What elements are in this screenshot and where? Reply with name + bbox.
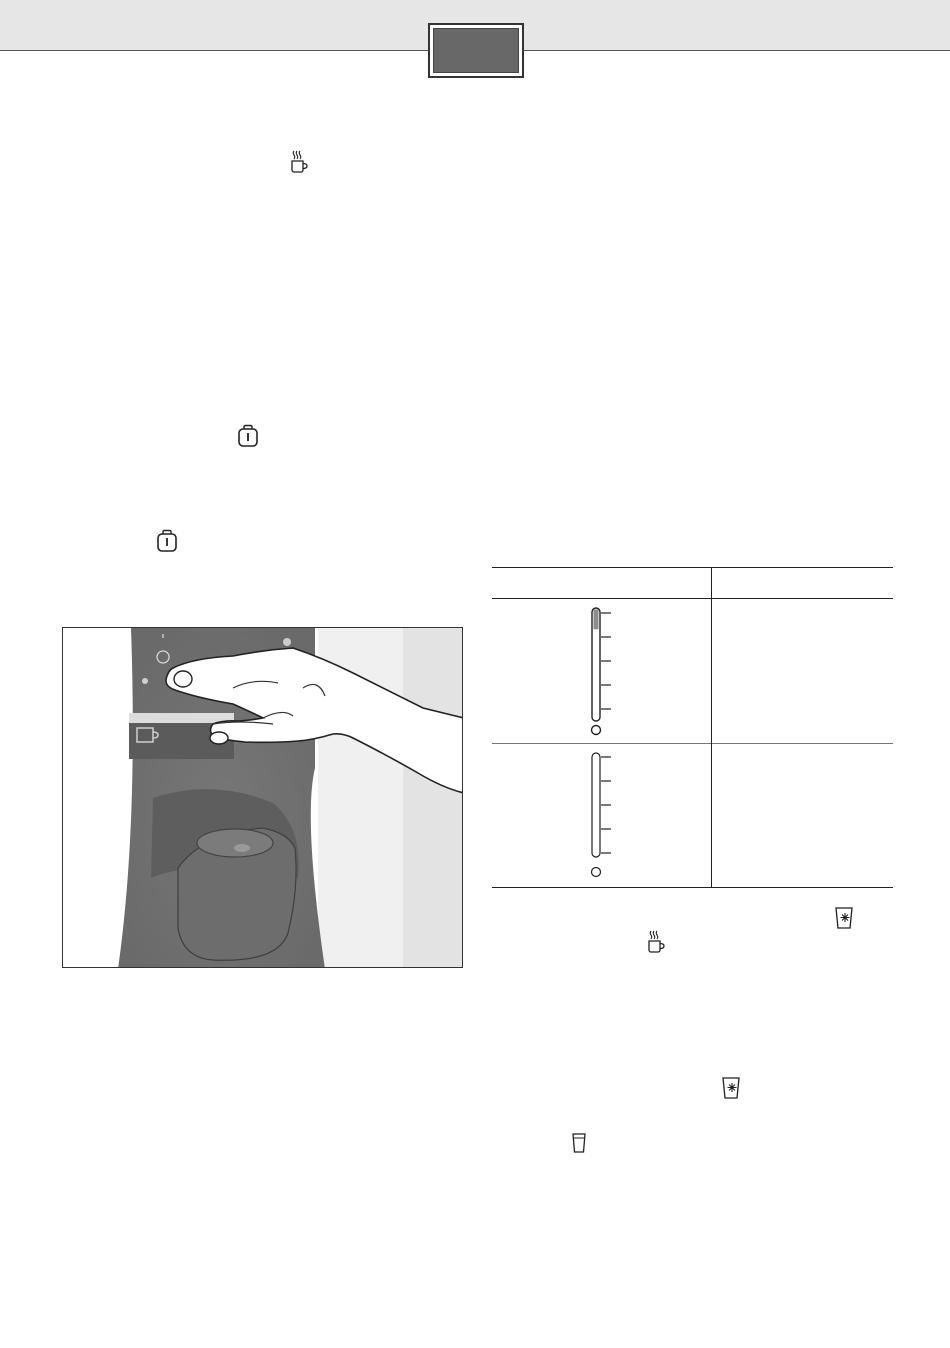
table-header-rule [492, 598, 893, 599]
power-button-icon [156, 529, 178, 553]
cleaning-glass-icon [721, 1076, 743, 1100]
hot-drink-cup-icon [647, 930, 667, 954]
table-top-rule [492, 567, 893, 568]
table-bottom-rule [492, 887, 893, 888]
fill-level-gauge [585, 606, 615, 738]
hot-drink-cup-icon [290, 150, 310, 174]
hand-pressing-button-illustration [62, 627, 463, 968]
table-row-rule [492, 743, 893, 744]
table-column-divider [711, 567, 712, 888]
cleaning-glass-icon [834, 906, 856, 930]
glass-icon [571, 1132, 587, 1154]
fill-level-gauge [585, 751, 615, 883]
power-button-icon [237, 424, 259, 448]
section-tab [433, 28, 519, 73]
